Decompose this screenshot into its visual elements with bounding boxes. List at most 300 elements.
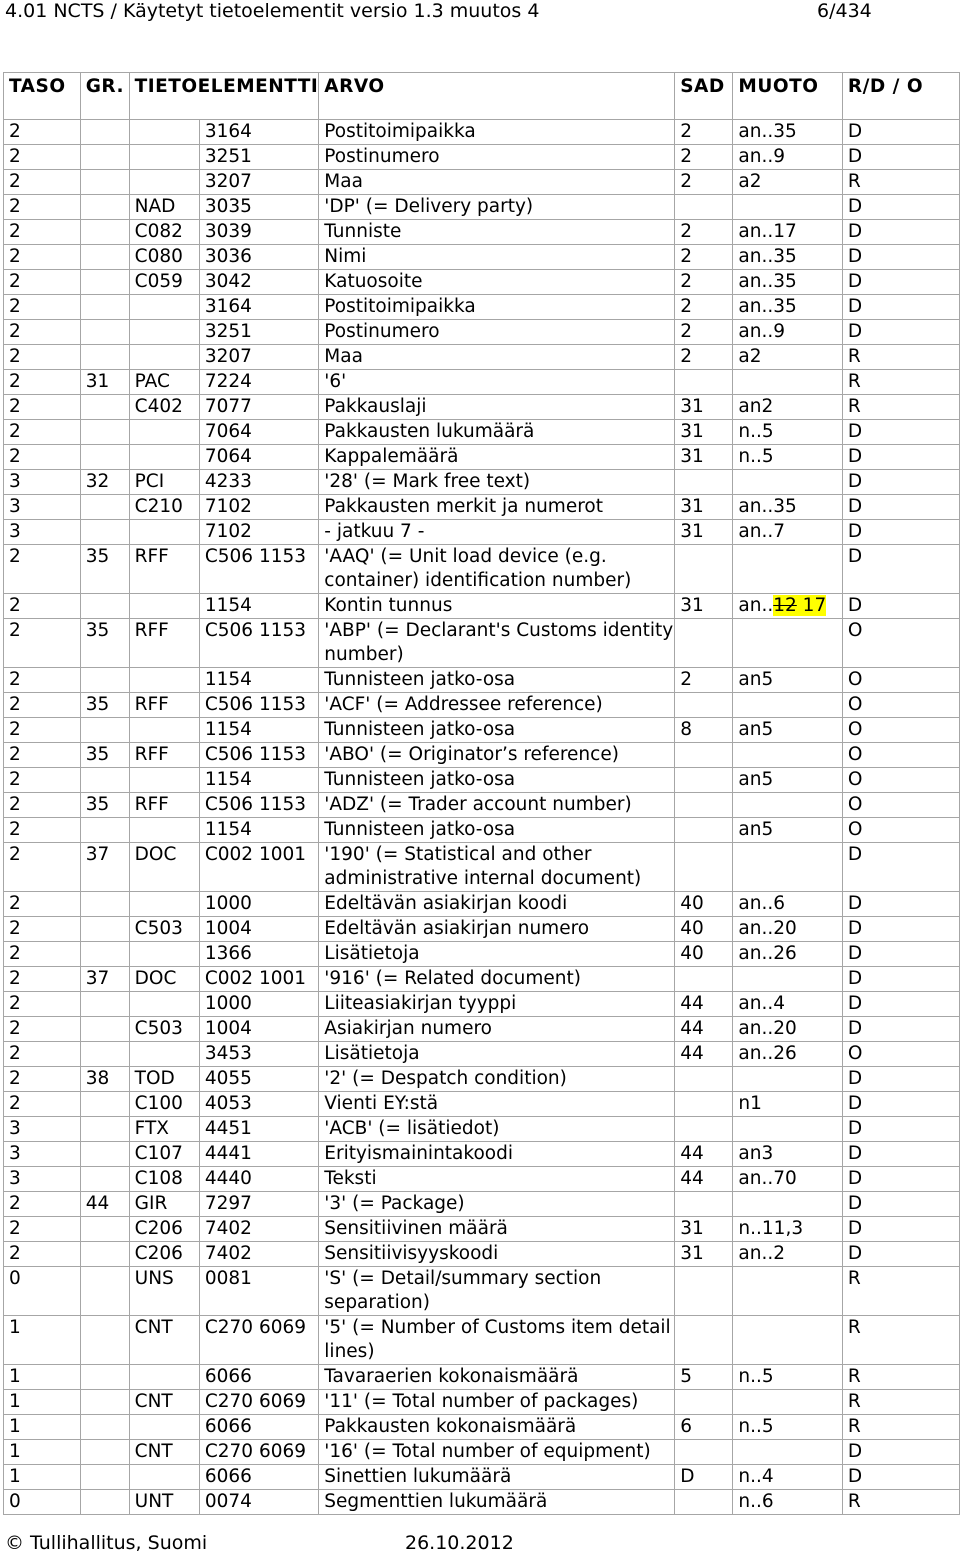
table-row xyxy=(4,942,960,967)
cell-muoto xyxy=(733,470,842,495)
cell-taso: 0 xyxy=(4,1490,81,1515)
cell-sad xyxy=(675,1092,733,1117)
cell-muoto xyxy=(733,619,842,668)
cell-muoto: an..4 xyxy=(733,992,842,1017)
cell-muoto: an..7 xyxy=(733,520,842,545)
cell-element: C002 1001 xyxy=(199,967,318,992)
cell-sad xyxy=(675,1192,733,1217)
cell-segment xyxy=(129,320,199,345)
cell-segment: PAC xyxy=(129,370,199,395)
cell-segment xyxy=(129,892,199,917)
cell-gr xyxy=(80,668,129,693)
cell-taso: 2 xyxy=(4,195,81,220)
cell-segment: CNT xyxy=(129,1440,199,1465)
cell-taso: 2 xyxy=(4,370,81,395)
cell-taso: 2 xyxy=(4,793,81,818)
cell-muoto: n..6 xyxy=(733,1490,842,1515)
cell-segment xyxy=(129,295,199,320)
cell-element: 7102 xyxy=(199,495,318,520)
cell-rdo: D xyxy=(842,420,959,445)
cell-gr: 35 xyxy=(80,743,129,768)
cell-arvo: Vienti EY:stä xyxy=(319,1092,675,1117)
cell-element: 4440 xyxy=(199,1167,318,1192)
cell-taso: 3 xyxy=(4,1117,81,1142)
cell-gr xyxy=(80,520,129,545)
table-row xyxy=(4,120,960,145)
table-row xyxy=(4,793,960,818)
cell-muoto: n..11,3 xyxy=(733,1217,842,1242)
cell-gr xyxy=(80,1440,129,1465)
cell-arvo: Segmenttien lukumäärä xyxy=(319,1490,675,1515)
cell-sad: 31 xyxy=(675,395,733,420)
cell-element: 3207 xyxy=(199,345,318,370)
table-row xyxy=(4,1092,960,1117)
cell-arvo: Kappalemäärä xyxy=(319,445,675,470)
cell-taso: 2 xyxy=(4,245,81,270)
cell-gr xyxy=(80,345,129,370)
cell-element: 4233 xyxy=(199,470,318,495)
cell-sad: 31 xyxy=(675,495,733,520)
cell-taso: 2 xyxy=(4,892,81,917)
cell-gr xyxy=(80,420,129,445)
cell-rdo: D xyxy=(842,295,959,320)
cell-taso: 2 xyxy=(4,320,81,345)
cell-muoto xyxy=(733,1267,842,1316)
table-row xyxy=(4,1267,960,1316)
cell-element: 6066 xyxy=(199,1365,318,1390)
cell-rdo: O xyxy=(842,1042,959,1067)
cell-gr xyxy=(80,120,129,145)
cell-gr xyxy=(80,594,129,619)
cell-sad: 31 xyxy=(675,520,733,545)
cell-arvo: Postitoimipaikka xyxy=(319,120,675,145)
cell-arvo: '916' (= Related document) xyxy=(319,967,675,992)
cell-element: 3164 xyxy=(199,295,318,320)
table-row xyxy=(4,1316,960,1365)
cell-element: C506 1153 xyxy=(199,545,318,594)
table-row xyxy=(4,1117,960,1142)
cell-muoto xyxy=(733,1390,842,1415)
cell-rdo: R xyxy=(842,1490,959,1515)
cell-sad xyxy=(675,1267,733,1316)
cell-arvo: 'AAQ' (= Unit load device (e.g. container) identification number) xyxy=(319,545,675,594)
cell-segment: C206 xyxy=(129,1217,199,1242)
cell-muoto xyxy=(733,793,842,818)
cell-segment: PCI xyxy=(129,470,199,495)
cell-sad xyxy=(675,818,733,843)
cell-gr xyxy=(80,220,129,245)
cell-gr xyxy=(80,295,129,320)
cell-rdo: D xyxy=(842,1067,959,1092)
cell-sad: 2 xyxy=(675,295,733,320)
cell-segment xyxy=(129,1365,199,1390)
cell-segment: CNT xyxy=(129,1390,199,1415)
cell-gr: 35 xyxy=(80,693,129,718)
table-row xyxy=(4,245,960,270)
cell-element: 4441 xyxy=(199,1142,318,1167)
cell-taso: 3 xyxy=(4,1142,81,1167)
table-row xyxy=(4,843,960,892)
col-header-taso: TASO xyxy=(4,73,81,120)
cell-gr xyxy=(80,1042,129,1067)
cell-sad: 44 xyxy=(675,1042,733,1067)
cell-muoto xyxy=(733,1316,842,1365)
cell-rdo: D xyxy=(842,470,959,495)
cell-muoto xyxy=(733,743,842,768)
cell-rdo: D xyxy=(842,1242,959,1267)
cell-segment xyxy=(129,345,199,370)
cell-element: 3164 xyxy=(199,120,318,145)
cell-segment xyxy=(129,942,199,967)
footer-date: 26.10.2012 xyxy=(405,1532,514,1554)
document-title: 4.01 NCTS / Käytetyt tietoelementit versio 1.3 muutos 4 xyxy=(5,0,540,22)
cell-sad: D xyxy=(675,1465,733,1490)
cell-muoto: an3 xyxy=(733,1142,842,1167)
cell-gr: 32 xyxy=(80,470,129,495)
col-header-arvo: ARVO xyxy=(319,73,675,120)
cell-muoto: an5 xyxy=(733,818,842,843)
cell-segment xyxy=(129,170,199,195)
table-row xyxy=(4,470,960,495)
cell-sad xyxy=(675,693,733,718)
cell-arvo: Erityismainintakoodi xyxy=(319,1142,675,1167)
cell-taso: 3 xyxy=(4,495,81,520)
cell-sad: 44 xyxy=(675,992,733,1017)
cell-rdo: D xyxy=(842,942,959,967)
cell-arvo: Postinumero xyxy=(319,145,675,170)
cell-arvo: Asiakirjan numero xyxy=(319,1017,675,1042)
table-row xyxy=(4,619,960,668)
cell-muoto: an5 xyxy=(733,768,842,793)
cell-segment: GIR xyxy=(129,1192,199,1217)
cell-gr xyxy=(80,917,129,942)
table-header-row xyxy=(4,73,960,120)
cell-taso: 1 xyxy=(4,1390,81,1415)
cell-taso: 2 xyxy=(4,917,81,942)
cell-taso: 2 xyxy=(4,818,81,843)
cell-gr xyxy=(80,320,129,345)
table-row xyxy=(4,1365,960,1390)
cell-element: C506 1153 xyxy=(199,743,318,768)
cell-sad: 31 xyxy=(675,1242,733,1267)
cell-rdo: O xyxy=(842,743,959,768)
cell-segment: C503 xyxy=(129,917,199,942)
cell-gr xyxy=(80,495,129,520)
table-row xyxy=(4,295,960,320)
table-row xyxy=(4,145,960,170)
cell-gr xyxy=(80,1242,129,1267)
cell-gr: 31 xyxy=(80,370,129,395)
cell-element: 7297 xyxy=(199,1192,318,1217)
cell-rdo: O xyxy=(842,818,959,843)
table-row xyxy=(4,195,960,220)
cell-rdo: D xyxy=(842,892,959,917)
cell-segment: C206 xyxy=(129,1242,199,1267)
cell-muoto: an2 xyxy=(733,395,842,420)
cell-arvo: Kontin tunnus xyxy=(319,594,675,619)
cell-element: 1004 xyxy=(199,917,318,942)
cell-arvo: - jatkuu 7 - xyxy=(319,520,675,545)
cell-element: C506 1153 xyxy=(199,619,318,668)
cell-sad xyxy=(675,793,733,818)
table-row xyxy=(4,1192,960,1217)
cell-element: 1154 xyxy=(199,818,318,843)
cell-rdo: D xyxy=(842,520,959,545)
cell-gr xyxy=(80,245,129,270)
cell-arvo: Liiteasiakirjan tyyppi xyxy=(319,992,675,1017)
cell-muoto xyxy=(733,195,842,220)
cell-segment: CNT xyxy=(129,1316,199,1365)
cell-taso: 2 xyxy=(4,220,81,245)
cell-sad: 2 xyxy=(675,145,733,170)
cell-segment: NAD xyxy=(129,195,199,220)
cell-segment xyxy=(129,818,199,843)
cell-element: 3042 xyxy=(199,270,318,295)
cell-rdo: O xyxy=(842,793,959,818)
cell-sad: 40 xyxy=(675,942,733,967)
cell-taso: 2 xyxy=(4,942,81,967)
cell-gr xyxy=(80,1017,129,1042)
cell-arvo: 'S' (= Detail/summary section separation) xyxy=(319,1267,675,1316)
cell-muoto: n..5 xyxy=(733,1415,842,1440)
cell-taso: 2 xyxy=(4,295,81,320)
cell-arvo: Tunnisteen jatko-osa xyxy=(319,818,675,843)
cell-segment: TOD xyxy=(129,1067,199,1092)
cell-sad: 31 xyxy=(675,420,733,445)
table-row xyxy=(4,1142,960,1167)
cell-gr xyxy=(80,1465,129,1490)
cell-segment: C080 xyxy=(129,245,199,270)
cell-element: 4451 xyxy=(199,1117,318,1142)
cell-arvo: Lisätietoja xyxy=(319,1042,675,1067)
cell-element: 1154 xyxy=(199,594,318,619)
table-row xyxy=(4,1042,960,1067)
cell-segment: C402 xyxy=(129,395,199,420)
cell-gr xyxy=(80,942,129,967)
cell-gr: 35 xyxy=(80,793,129,818)
cell-gr xyxy=(80,1167,129,1192)
cell-element: 6066 xyxy=(199,1415,318,1440)
cell-arvo: '2' (= Despatch condition) xyxy=(319,1067,675,1092)
cell-segment: RFF xyxy=(129,619,199,668)
cell-element: 1000 xyxy=(199,992,318,1017)
cell-sad xyxy=(675,843,733,892)
cell-taso: 3 xyxy=(4,470,81,495)
cell-muoto: an..35 xyxy=(733,270,842,295)
cell-sad xyxy=(675,195,733,220)
table-row xyxy=(4,170,960,195)
cell-taso: 2 xyxy=(4,668,81,693)
cell-taso: 2 xyxy=(4,967,81,992)
cell-muoto xyxy=(733,693,842,718)
cell-taso: 1 xyxy=(4,1440,81,1465)
cell-element: 0081 xyxy=(199,1267,318,1316)
cell-taso: 2 xyxy=(4,594,81,619)
cell-gr xyxy=(80,1092,129,1117)
page-header xyxy=(0,0,960,30)
cell-segment xyxy=(129,718,199,743)
cell-taso: 1 xyxy=(4,1365,81,1390)
cell-segment: C107 xyxy=(129,1142,199,1167)
cell-rdo: R xyxy=(842,370,959,395)
cell-taso: 2 xyxy=(4,992,81,1017)
cell-arvo: Maa xyxy=(319,345,675,370)
data-element-table xyxy=(3,72,960,1515)
page-footer xyxy=(0,1530,960,1557)
cell-segment xyxy=(129,768,199,793)
cell-element: C506 1153 xyxy=(199,793,318,818)
cell-gr xyxy=(80,1316,129,1365)
cell-muoto: an5 xyxy=(733,718,842,743)
cell-rdo: D xyxy=(842,445,959,470)
cell-arvo: Postinumero xyxy=(319,320,675,345)
cell-arvo: Pakkausten merkit ja numerot xyxy=(319,495,675,520)
cell-muoto xyxy=(733,370,842,395)
cell-rdo: R xyxy=(842,170,959,195)
cell-sad xyxy=(675,743,733,768)
cell-muoto: an..9 xyxy=(733,320,842,345)
cell-rdo: D xyxy=(842,992,959,1017)
cell-segment: FTX xyxy=(129,1117,199,1142)
cell-element: 1000 xyxy=(199,892,318,917)
table-row xyxy=(4,545,960,594)
cell-arvo: 'ACB' (= lisätiedot) xyxy=(319,1117,675,1142)
cell-sad: 31 xyxy=(675,594,733,619)
table-row xyxy=(4,594,960,619)
cell-rdo: D xyxy=(842,1440,959,1465)
cell-element: 1154 xyxy=(199,668,318,693)
cell-sad xyxy=(675,1390,733,1415)
cell-taso: 0 xyxy=(4,1267,81,1316)
table-row xyxy=(4,892,960,917)
cell-sad xyxy=(675,545,733,594)
cell-rdo: D xyxy=(842,245,959,270)
cell-sad: 2 xyxy=(675,170,733,195)
cell-taso: 2 xyxy=(4,420,81,445)
cell-gr xyxy=(80,892,129,917)
cell-taso: 2 xyxy=(4,1042,81,1067)
cell-taso: 2 xyxy=(4,718,81,743)
cell-arvo: 'ABP' (= Declarant's Customs identity number) xyxy=(319,619,675,668)
cell-segment: C503 xyxy=(129,1017,199,1042)
cell-segment: DOC xyxy=(129,967,199,992)
cell-rdo: R xyxy=(842,1415,959,1440)
cell-gr xyxy=(80,1390,129,1415)
table-row xyxy=(4,1017,960,1042)
cell-gr xyxy=(80,170,129,195)
cell-element: 7402 xyxy=(199,1217,318,1242)
cell-element: C506 1153 xyxy=(199,693,318,718)
cell-element: 3035 xyxy=(199,195,318,220)
cell-gr: 44 xyxy=(80,1192,129,1217)
table-row xyxy=(4,370,960,395)
table-row xyxy=(4,420,960,445)
cell-segment: RFF xyxy=(129,545,199,594)
cell-rdo: D xyxy=(842,320,959,345)
cell-sad: 2 xyxy=(675,220,733,245)
col-header-muoto: MUOTO xyxy=(733,73,842,120)
cell-sad: 31 xyxy=(675,445,733,470)
cell-rdo: D xyxy=(842,967,959,992)
cell-element: 7064 xyxy=(199,420,318,445)
table-row xyxy=(4,1167,960,1192)
cell-rdo: D xyxy=(842,843,959,892)
cell-sad: 5 xyxy=(675,1365,733,1390)
cell-arvo: Edeltävän asiakirjan koodi xyxy=(319,892,675,917)
cell-element: 3251 xyxy=(199,145,318,170)
cell-gr xyxy=(80,395,129,420)
cell-arvo: '5' (= Number of Customs item detail lines) xyxy=(319,1316,675,1365)
cell-element: 3039 xyxy=(199,220,318,245)
cell-taso: 2 xyxy=(4,345,81,370)
cell-sad: 44 xyxy=(675,1142,733,1167)
cell-rdo: O xyxy=(842,693,959,718)
cell-segment xyxy=(129,120,199,145)
cell-rdo: D xyxy=(842,145,959,170)
cell-arvo: Pakkausten kokonaismäärä xyxy=(319,1415,675,1440)
table-row xyxy=(4,1067,960,1092)
cell-sad: 2 xyxy=(675,320,733,345)
cell-taso: 2 xyxy=(4,1017,81,1042)
table-row xyxy=(4,992,960,1017)
cell-muoto: a2 xyxy=(733,170,842,195)
cell-muoto: an..35 xyxy=(733,295,842,320)
cell-gr xyxy=(80,992,129,1017)
cell-taso: 2 xyxy=(4,693,81,718)
table-row xyxy=(4,1465,960,1490)
cell-element: 7064 xyxy=(199,445,318,470)
cell-segment: UNS xyxy=(129,1267,199,1316)
cell-gr xyxy=(80,1117,129,1142)
cell-segment: C210 xyxy=(129,495,199,520)
cell-taso: 3 xyxy=(4,1167,81,1192)
cell-element: 7402 xyxy=(199,1242,318,1267)
cell-rdo: D xyxy=(842,220,959,245)
cell-gr xyxy=(80,1415,129,1440)
copyright: © Tullihallitus, Suomi xyxy=(5,1532,208,1554)
cell-segment: C059 xyxy=(129,270,199,295)
cell-gr: 35 xyxy=(80,545,129,594)
cell-muoto: an..9 xyxy=(733,145,842,170)
cell-segment: DOC xyxy=(129,843,199,892)
table-row xyxy=(4,743,960,768)
cell-rdo: D xyxy=(842,1017,959,1042)
table-row xyxy=(4,220,960,245)
cell-element: C270 6069 xyxy=(199,1440,318,1465)
cell-muoto: an..12 17 xyxy=(733,594,842,619)
cell-rdo: O xyxy=(842,668,959,693)
cell-arvo: Sensitiivinen määrä xyxy=(319,1217,675,1242)
cell-arvo: '16' (= Total number of equipment) xyxy=(319,1440,675,1465)
cell-element: 3453 xyxy=(199,1042,318,1067)
cell-rdo: D xyxy=(842,495,959,520)
col-header-gr: GR. xyxy=(80,73,129,120)
cell-rdo: D xyxy=(842,917,959,942)
cell-segment: C100 xyxy=(129,1092,199,1117)
table-row xyxy=(4,917,960,942)
cell-arvo: Nimi xyxy=(319,245,675,270)
cell-arvo: Postitoimipaikka xyxy=(319,295,675,320)
cell-arvo: Teksti xyxy=(319,1167,675,1192)
cell-gr xyxy=(80,445,129,470)
cell-muoto: n..4 xyxy=(733,1465,842,1490)
cell-muoto: an..26 xyxy=(733,942,842,967)
cell-arvo: Pakkausten lukumäärä xyxy=(319,420,675,445)
cell-taso: 1 xyxy=(4,1465,81,1490)
cell-rdo: D xyxy=(842,120,959,145)
cell-element: C270 6069 xyxy=(199,1316,318,1365)
cell-sad xyxy=(675,470,733,495)
